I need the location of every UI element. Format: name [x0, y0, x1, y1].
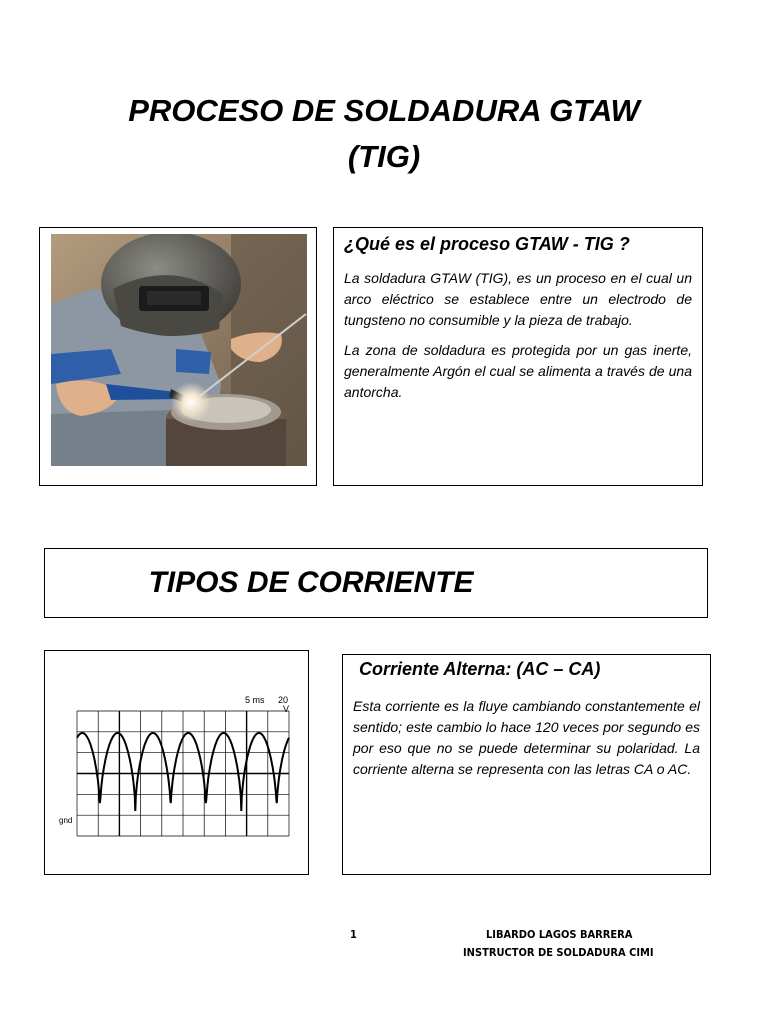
author-name: LIBARDO LAGOS BARRERA — [486, 928, 633, 941]
document-title-line1: PROCESO DE SOLDADURA GTAW — [128, 93, 640, 128]
ground-label: gnd — [59, 816, 73, 825]
section-heading-ac: Corriente Alterna: (AC – CA) — [359, 659, 601, 679]
volt-unit-label: V — [283, 704, 290, 714]
gtaw-paragraph-2: La zona de soldadura es protegida por un gas inerte, generalmente Argón el cual se alimenta a través de una antorcha. — [344, 342, 692, 400]
gtaw-description-box — [333, 227, 703, 486]
ac-paragraph: Esta corriente es la fluye cambiando constantemente el sentido; este cambio lo hace 120 veces por segundo es por eso que no se puede determinar su polaridad. La corriente alterna se representa con las letras CA o AC. — [353, 698, 700, 777]
page-number: 1 — [350, 928, 357, 941]
banner-title: TIPOS DE CORRIENTE — [148, 566, 474, 599]
welder-photo — [51, 234, 307, 466]
scope-grid — [77, 711, 289, 836]
current-types-banner — [44, 548, 708, 618]
gtaw-paragraph-1: La soldadura GTAW (TIG), es un proceso en el cual un arco eléctrico se establece entre un electrodo de tungsteno no consumible y la pieza de trabajo. — [344, 270, 692, 328]
author-role: INSTRUCTOR DE SOLDADURA CIMI — [463, 946, 654, 959]
welder-photo-frame — [39, 227, 317, 486]
ac-waveform-box — [44, 650, 309, 875]
time-div-label: 5 ms — [245, 695, 265, 705]
oscilloscope-display — [45, 651, 308, 874]
ac-description-box — [342, 654, 711, 875]
volt-div-label: 20 — [278, 695, 289, 705]
section-heading-gtaw: ¿Qué es el proceso GTAW - TIG ? — [344, 234, 630, 254]
document-title-line2: (TIG) — [347, 139, 421, 174]
